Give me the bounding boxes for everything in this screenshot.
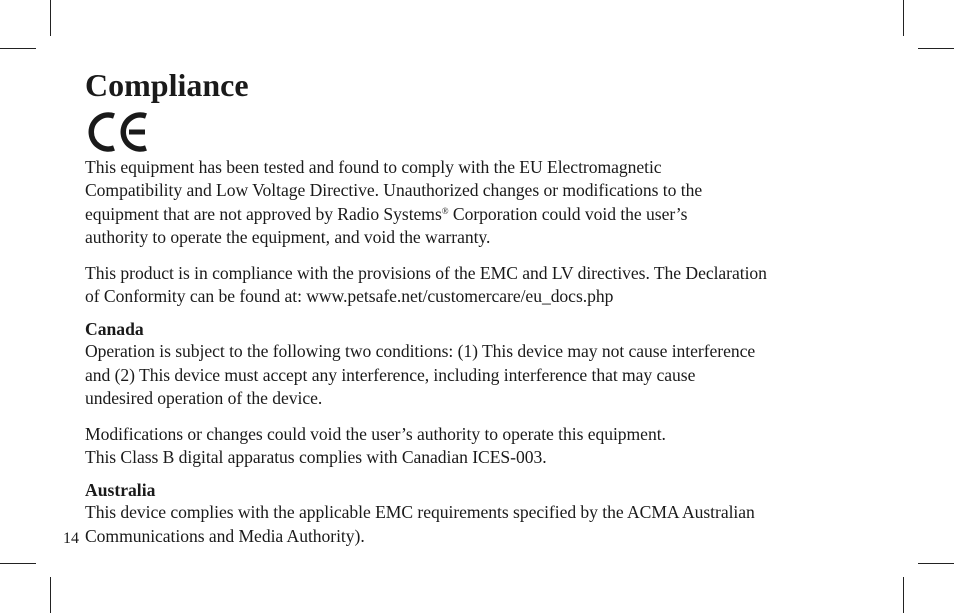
canada-modifications-line-1: Modifications or changes could void the user’s authority to operate this equipment. [85, 423, 666, 444]
crop-mark-top-left-horizontal [0, 48, 36, 49]
eu-directive-line-2: Compatibility and Low Voltage Directive. Unauthorized changes or modifications to the [85, 180, 703, 201]
australia-paragraph [85, 501, 885, 548]
eu-directive-paragraph [85, 156, 885, 250]
crop-mark-top-left-vertical [50, 0, 51, 36]
crop-mark-top-right-horizontal [918, 48, 954, 49]
declaration-line-1: This product is in compliance with the provisions of the EMC and LV directives. The Declaration [85, 262, 767, 283]
australia-heading: Australia [85, 480, 156, 501]
canada-conditions-line-1: Operation is subject to the following two conditions: (1) This device may not cause interference [85, 341, 756, 362]
australia-line-2: Communications and Media Authority). [85, 525, 365, 546]
eu-directive-line-3-start: equipment that are not approved by Radio Systems [85, 203, 442, 224]
canada-conditions-line-3: undesired operation of the device. [85, 388, 323, 409]
canada-conditions-line-2: and (2) This device must accept any interference, including interference that may cause [85, 364, 696, 385]
page-number: 14 [63, 530, 79, 547]
eu-directive-line-3 [85, 203, 885, 226]
australia-line-1: This device complies with the applicable EMC requirements specified by the ACMA Australian [85, 502, 755, 523]
declaration-paragraph [85, 262, 885, 309]
registered-trademark-symbol: ® [441, 205, 449, 216]
canada-heading: Canada [85, 319, 144, 340]
page-title: Compliance [85, 67, 249, 103]
eu-directive-line-4: authority to operate the equipment, and void the warranty. [85, 227, 491, 248]
canada-ices-line: This Class B digital apparatus complies with Canadian ICES-003. [85, 447, 547, 468]
crop-mark-bottom-right-vertical [903, 577, 904, 613]
crop-mark-top-right-vertical [903, 0, 904, 36]
declaration-line-2: of Conformity can be found at: www.petsafe.net/customercare/eu_docs.php [85, 286, 614, 307]
crop-mark-bottom-left-vertical [50, 577, 51, 613]
compliance-section [85, 68, 885, 548]
crop-mark-bottom-right-horizontal [918, 563, 954, 564]
eu-directive-line-1: This equipment has been tested and found to comply with the EU Electromagnetic [85, 157, 662, 177]
canada-conditions-paragraph [85, 340, 885, 410]
crop-mark-bottom-left-horizontal [0, 563, 36, 564]
eu-directive-line-3-end: Corporation could void the user’s [448, 203, 688, 224]
ce-mark-icon [84, 110, 154, 154]
canada-modifications-paragraph [85, 423, 885, 470]
